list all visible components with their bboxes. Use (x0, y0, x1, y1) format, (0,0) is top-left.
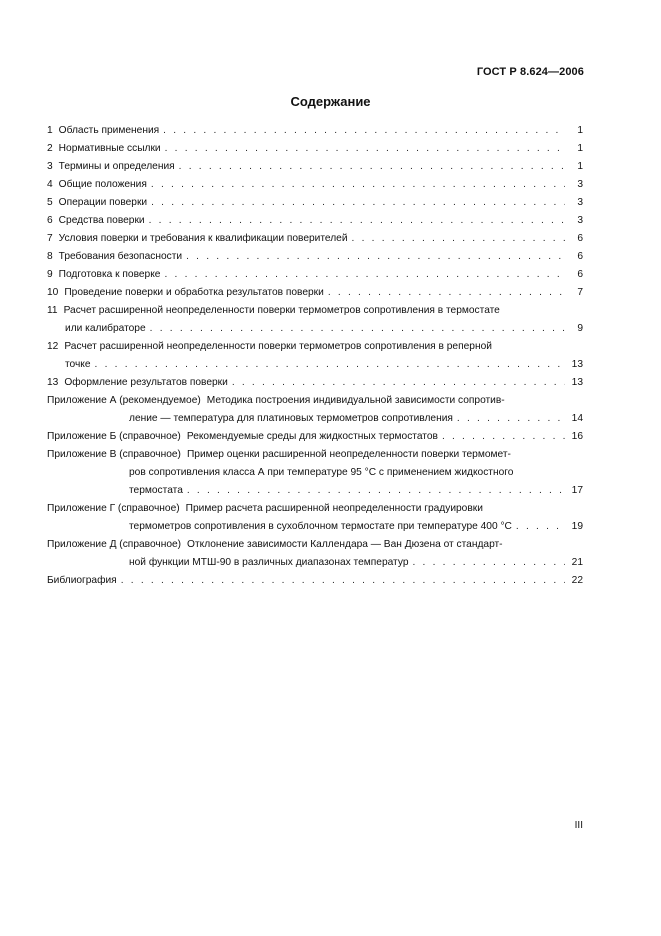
toc-page: 19 (571, 521, 583, 532)
toc-page: 7 (577, 287, 583, 298)
toc-label: Проведение поверки и обработка результатов поверки (64, 287, 324, 298)
toc-label: Термины и определения (58, 161, 175, 172)
appendix-title-cont: ление — температура для платиновых термометров сопротивления (129, 413, 453, 424)
toc-title: Содержание (290, 94, 371, 109)
page-number: III (574, 820, 583, 831)
appendix-head: Приложение Г (справочное) (47, 503, 180, 514)
toc-entry-6[interactable] (47, 212, 583, 230)
toc-page: 3 (577, 197, 583, 208)
standard-code: ГОСТ Р 8.624—2006 (476, 66, 584, 78)
appendix-title-cont: ной функции МТШ-90 в различных диапазонах температур (129, 557, 409, 568)
toc-appendix-v[interactable] (47, 446, 583, 500)
appendix-title: Отклонение зависимости Каллендара — Ван Дюзена от стандарт- (187, 539, 503, 550)
leader-dots (121, 572, 565, 590)
leader-dots (412, 554, 565, 572)
appendix-title-cont: термостата (129, 485, 183, 496)
toc-label: Расчет расширенной неопределенности поверки термометров сопротивления в термостате (63, 305, 500, 316)
toc-entry-8[interactable] (47, 248, 583, 266)
toc-entry-5[interactable] (47, 194, 583, 212)
toc-num: 2 (47, 143, 53, 154)
toc-num: 6 (47, 215, 53, 226)
toc-num: 8 (47, 251, 53, 262)
leader-dots (150, 320, 565, 338)
toc-page: 1 (577, 143, 583, 154)
appendix-title: Пример оценки расширенной неопределенности поверки термомет- (186, 449, 511, 460)
leader-dots (457, 410, 565, 428)
leader-dots (352, 230, 565, 248)
toc-label: Операции поверки (58, 197, 148, 208)
toc-entry-11[interactable] (47, 302, 583, 338)
appendix-head: Приложение В (справочное) (47, 449, 181, 460)
toc-page: 21 (571, 557, 583, 568)
toc-page: 13 (571, 359, 583, 370)
appendix-title-cont: ров сопротивления класса А при температуре 95 °С с применением жидкостного (129, 467, 514, 478)
toc-appendix-g[interactable] (47, 500, 583, 536)
leader-dots (163, 122, 565, 140)
toc-page: 3 (577, 215, 583, 226)
leader-dots (165, 140, 565, 158)
toc-num: 11 (47, 305, 58, 316)
toc-entry-7[interactable] (47, 230, 583, 248)
appendix-head: Приложение Д (справочное) (47, 539, 182, 550)
appendix-head: Приложение Б (справочное) (47, 431, 181, 442)
leader-dots (164, 266, 565, 284)
leader-dots (179, 158, 565, 176)
toc-num: 1 (47, 125, 53, 136)
toc-num: 3 (47, 161, 53, 172)
toc-label: Оформление результатов поверки (64, 377, 228, 388)
toc-entry-4[interactable] (47, 176, 583, 194)
toc-page: 1 (577, 125, 583, 136)
toc-page: 3 (577, 179, 583, 190)
leader-dots (187, 482, 565, 500)
toc-page: 14 (571, 413, 583, 424)
appendix-head: Приложение А (рекомендуемое) (47, 395, 201, 406)
toc-entry-12[interactable] (47, 338, 583, 374)
toc-bibliography[interactable] (47, 572, 583, 590)
leader-dots (328, 284, 565, 302)
table-of-contents (47, 122, 583, 590)
toc-num: 10 (47, 287, 59, 298)
toc-page: 9 (577, 323, 583, 334)
toc-num: 13 (47, 377, 59, 388)
toc-appendix-d[interactable] (47, 536, 583, 572)
toc-label: Общие положения (58, 179, 147, 190)
toc-entry-1[interactable] (47, 122, 583, 140)
appendix-title: Рекомендуемые среды для жидкостных термостатов (186, 431, 438, 442)
toc-label: Расчет расширенной неопределенности поверки термометров сопротивления в реперной (64, 341, 492, 352)
toc-appendix-b[interactable] (47, 428, 583, 446)
toc-label: Подготовка к поверке (58, 269, 161, 280)
leader-dots (151, 176, 565, 194)
toc-page: 6 (577, 269, 583, 280)
leader-dots (442, 428, 565, 446)
appendix-title: Методика построения индивидуальной зависимости сопротив- (206, 395, 505, 406)
toc-num: 9 (47, 269, 53, 280)
toc-label-cont: или калибраторе (65, 323, 146, 334)
toc-label: Нормативные ссылки (58, 143, 161, 154)
toc-entry-3[interactable] (47, 158, 583, 176)
leader-dots (516, 518, 565, 536)
toc-num: 5 (47, 197, 53, 208)
toc-label: Средства поверки (58, 215, 145, 226)
toc-entry-10[interactable] (47, 284, 583, 302)
toc-entry-13[interactable] (47, 374, 583, 392)
bibliography-label: Библиография (47, 575, 117, 586)
toc-appendix-a[interactable] (47, 392, 583, 428)
toc-label: Условия поверки и требования к квалификации поверителей (58, 233, 348, 244)
appendix-title-cont: термометров сопротивления в сухоблочном термостате при температуре 400 °С (129, 521, 512, 532)
toc-label-cont: точке (65, 359, 91, 370)
leader-dots (95, 356, 565, 374)
leader-dots (232, 374, 565, 392)
appendix-title: Пример расчета расширенной неопределенности градуировки (185, 503, 483, 514)
toc-page: 1 (577, 161, 583, 172)
toc-num: 4 (47, 179, 53, 190)
leader-dots (186, 248, 565, 266)
leader-dots (151, 194, 565, 212)
toc-page: 22 (571, 575, 583, 586)
toc-label: Область применения (58, 125, 160, 136)
toc-page: 13 (571, 377, 583, 388)
toc-num: 7 (47, 233, 53, 244)
leader-dots (149, 212, 565, 230)
toc-label: Требования безопасности (58, 251, 183, 262)
toc-page: 17 (571, 485, 583, 496)
toc-num: 12 (47, 341, 59, 352)
toc-entry-9[interactable] (47, 266, 583, 284)
toc-page: 16 (571, 431, 583, 442)
toc-entry-2[interactable] (47, 140, 583, 158)
toc-page: 6 (577, 251, 583, 262)
toc-page: 6 (577, 233, 583, 244)
